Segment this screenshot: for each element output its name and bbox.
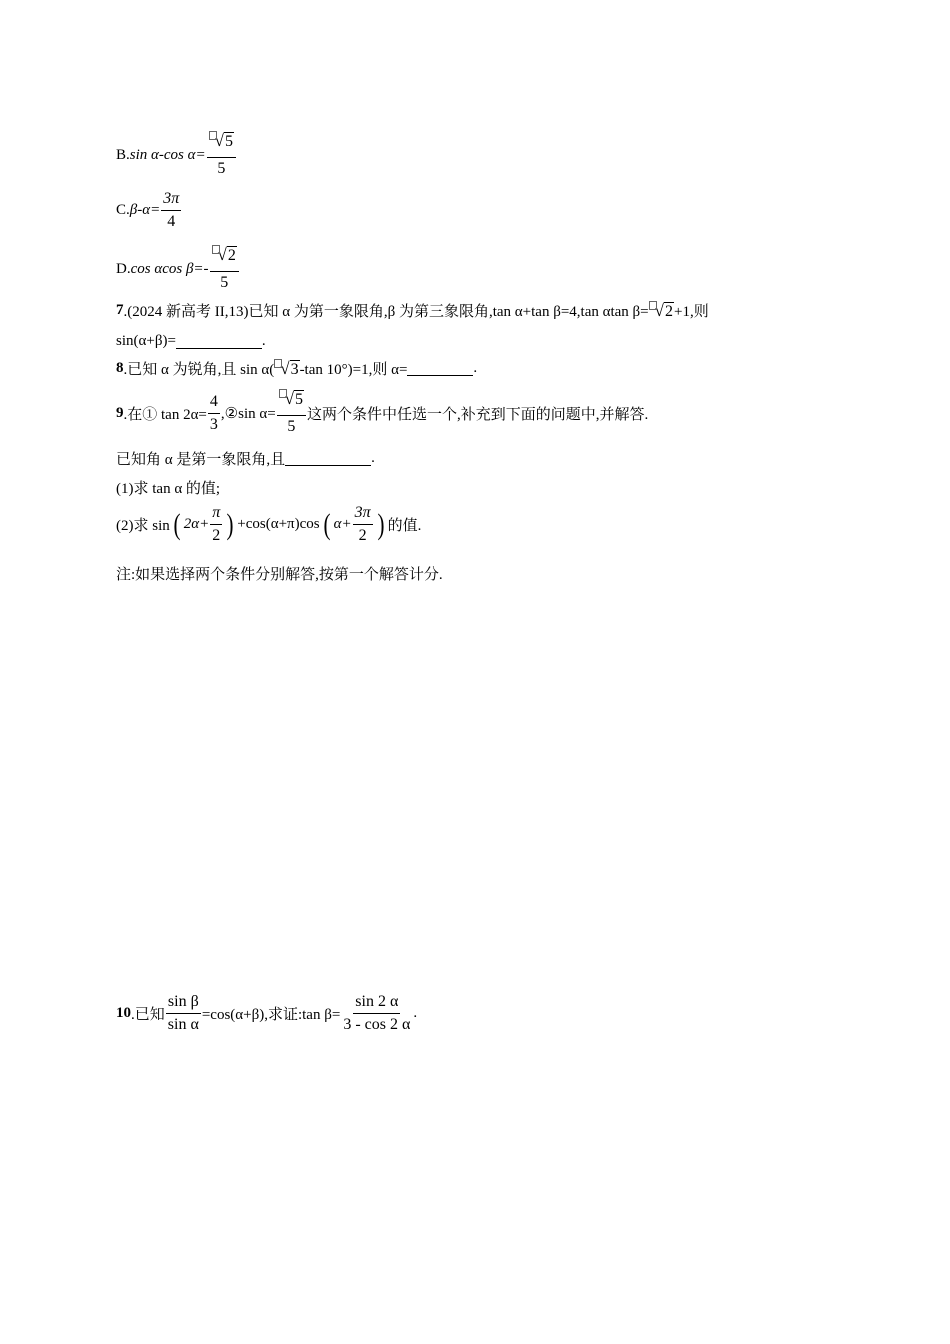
question-10-number: 10	[116, 1005, 131, 1021]
option-b-label: B.	[116, 147, 130, 163]
question-9-part-2-f1-denominator: 2	[212, 527, 221, 544]
question-8: 8 .已知 α 为锐角,且 sin α( √ 3 -tan 10°)=1,则 α= .	[116, 358, 478, 378]
question-10-f2-numerator: sin 2 α	[353, 992, 400, 1014]
question-8-blank	[407, 361, 473, 376]
question-10-text: .已知	[131, 1007, 165, 1023]
question-7-line-2	[116, 333, 266, 350]
question-9-part-2-text-d: α+	[333, 516, 352, 532]
question-10-fraction-1	[166, 992, 201, 1035]
question-7-source: .(2024 新高考 II,13)	[123, 304, 249, 320]
question-9-part-2-f2-denominator: 2	[358, 527, 367, 544]
question-10-f1-numerator: sin β	[166, 992, 201, 1014]
left-paren: (	[173, 507, 181, 541]
option-c-denominator: 4	[167, 213, 176, 230]
question-7-text: 已知 α 为第一象限角,β 为第三象限角,tan α+tan β=4,tan αtan β=	[248, 304, 649, 320]
right-paren: )	[226, 507, 234, 541]
option-d-fraction: √ 2 5	[210, 246, 239, 293]
question-9-f1-denominator: 3	[209, 416, 218, 433]
question-8-text: .已知 α 为锐角,且 sin α(	[123, 362, 275, 378]
question-7-text-2: +1,则	[673, 304, 709, 320]
question-9-part-2	[116, 503, 421, 546]
question-7-radicand: 2	[664, 302, 673, 320]
question-8-tail: .	[473, 360, 478, 376]
question-9-part-1	[116, 477, 220, 498]
question-10-f1-denominator: sin α	[167, 1016, 199, 1033]
question-7-tail: .	[261, 333, 266, 349]
question-8-radicand: 3	[290, 360, 299, 378]
question-7-number: 7	[116, 302, 124, 318]
question-9-part-2-fraction-1	[210, 503, 222, 546]
option-c-numerator: 3π	[161, 189, 181, 211]
question-9-f2-denominator: 5	[287, 418, 296, 435]
option-c-expr: β-α=	[129, 202, 161, 218]
option-d	[116, 246, 240, 293]
question-9-blank	[285, 451, 371, 466]
question-10-tail: .	[413, 1005, 418, 1021]
question-9-part-2-text-a: (2)求 sin	[116, 518, 170, 534]
question-10-f2-denominator: 3 - cos 2 α	[343, 1016, 411, 1033]
question-7-answer-prompt: sin(α+β)=	[116, 333, 176, 349]
question-9-part-2-text-b: 2α+	[183, 516, 210, 532]
question-9-part-2-text-c: +cos(α+π)cos	[237, 516, 320, 532]
question-9-note-text: 注:如果选择两个条件分别解答,按第一个解答计分.	[116, 567, 443, 583]
question-9-part-2-text-e: 的值.	[387, 518, 422, 534]
option-b-fraction: √ 5 5	[207, 132, 236, 179]
option-d-label: D.	[116, 261, 131, 277]
option-d-radicand: 2	[227, 247, 236, 264]
question-7-blank	[176, 334, 262, 349]
question-9-f1-numerator: 4	[208, 392, 220, 414]
question-9-number: 9	[116, 405, 124, 421]
question-9-note	[116, 563, 443, 584]
question-9-text-2: ,②sin α=	[220, 406, 276, 422]
question-9-line-2	[116, 448, 375, 469]
question-9-f2-radicand: 5	[295, 391, 304, 408]
question-10	[116, 992, 417, 1035]
question-9-text: .在① tan 2α=	[123, 407, 207, 423]
question-9-part-2-f2-numerator: 3π	[353, 503, 373, 525]
question-9-line2-tail: .	[371, 450, 375, 466]
option-b	[116, 132, 237, 179]
question-9-line-1	[116, 390, 648, 437]
question-9-text-3: 这两个条件中任选一个,补充到下面的问题中,并解答.	[307, 407, 649, 423]
option-d-expr: cos αcos β=-	[130, 261, 209, 277]
question-9-part-2-fraction-2	[353, 503, 373, 546]
option-c-label: C.	[116, 202, 130, 218]
question-9-fraction-1	[208, 392, 220, 435]
question-8-number: 8	[116, 360, 124, 376]
left-paren: (	[323, 507, 331, 541]
option-d-denominator: 5	[220, 274, 229, 291]
option-c-fraction	[161, 189, 181, 232]
option-b-radicand: 5	[224, 133, 233, 150]
option-c	[116, 189, 182, 232]
question-10-fraction-2	[341, 992, 412, 1035]
question-9-part-1-text: (1)求 tan α 的值;	[116, 481, 221, 497]
question-10-text-2: =cos(α+β),求证:tan β=	[201, 1007, 341, 1023]
question-9-condition: 已知角 α 是第一象限角,且	[116, 452, 286, 468]
option-b-denominator: 5	[217, 160, 226, 177]
question-8-text-2: -tan 10°)=1,则 α=	[299, 362, 408, 378]
right-paren: )	[377, 507, 385, 541]
option-b-expr: sin α-cos α=	[129, 147, 206, 163]
question-7-line-1: 7 .(2024 新高考 II,13) 已知 α 为第一象限角,β 为第三象限角,tan α+tan β=4,tan αtan β= √ 2 +1,则	[116, 300, 709, 320]
question-9-part-2-f1-numerator: π	[210, 503, 222, 525]
question-9-fraction-2: √ 5 5	[277, 390, 306, 437]
